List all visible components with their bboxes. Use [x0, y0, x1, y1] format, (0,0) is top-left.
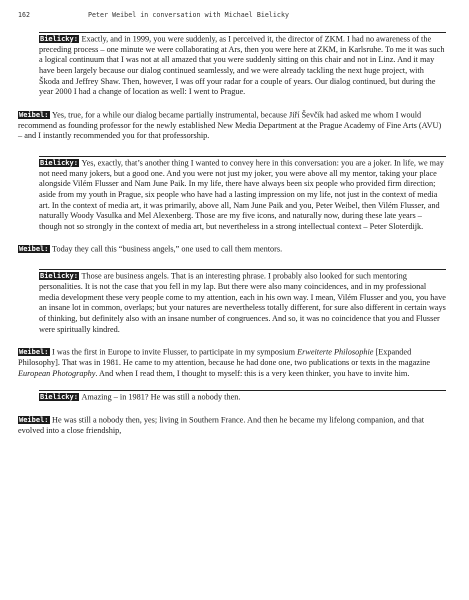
dialog-turn-weibel	[0, 243, 469, 255]
paragraph	[39, 390, 446, 403]
speaker-tag-weibel: Weibel:	[19, 348, 49, 357]
speaker-tag-bielicky: Bielicky:	[40, 272, 78, 281]
page-number: 162	[18, 11, 30, 19]
paragraph-text: Today they call this “business angels,” one used to call them mentors.	[52, 244, 283, 254]
dialog-turn-weibel	[0, 346, 469, 379]
interview-text	[0, 32, 469, 437]
magazine-title: European Photography	[18, 368, 96, 378]
running-header	[0, 11, 469, 23]
paragraph-text: He was still a nobody then, yes; living in Southern France. And then he became my lifelong companion, and that evolved into a close friendship,	[18, 415, 425, 435]
dialog-turn-bielicky	[0, 269, 469, 335]
dialog-turn-bielicky	[0, 32, 469, 98]
dialog-turn-bielicky	[0, 390, 469, 403]
dialog-turn-weibel	[0, 414, 469, 436]
paragraph-text: I was the first in Europe to invite Flusser, to participate in my symposium	[52, 347, 298, 357]
paragraph-text: Yes, true, for a while our dialog became partially instrumental, because Jiří Ševčík had asked me whom I would recommend as founding professor for the newly established New Media Department at the Prague Academy of Fine Arts (AVU) – and I instantly recommended you for that professorship.	[18, 110, 442, 141]
paragraph-text: Those are business angels. That is an interesting phrase. I probably also looked for such mentoring personalities. It is not the case that you fell in my lap. But there were also many coincidences, and in my professional media development these very people come to my attention, each in his own way. I mean, Vilém Flusser and you, you have an insane lot in common, overlaps; but your natures are nevertheless totally different, for sure also different in certain ways of thinking, but definitely also with an insane number of congruences. And so, it was no coincidence that you and Flusser were spiritually kindred.	[39, 271, 446, 334]
paragraph	[39, 32, 446, 98]
paragraph	[39, 156, 446, 232]
dialog-turn-bielicky	[0, 156, 469, 232]
paragraph	[18, 109, 446, 142]
paragraph	[39, 269, 446, 335]
dialog-turn-weibel	[0, 109, 469, 142]
paragraph-text: . And when I read them, I thought to myself: this is a very keen thinker, you have to invite him.	[95, 368, 410, 378]
book-title: Erweiterte Philosophie	[297, 347, 374, 357]
speaker-tag-weibel: Weibel:	[19, 110, 49, 119]
speaker-tag-weibel: Weibel:	[19, 245, 49, 254]
paragraph	[18, 243, 446, 255]
speaker-tag-weibel: Weibel:	[19, 416, 49, 425]
speaker-tag-bielicky: Bielicky:	[40, 393, 78, 402]
paragraph-text: [Expanded Philosophy]. That was in 1981. He came to my attention, because he had done one, two publications or texts in the magazine	[18, 347, 431, 368]
speaker-tag-bielicky: Bielicky:	[40, 35, 78, 43]
paragraph-text: Exactly, and in 1999, you were suddenly, as I perceived it, the director of ZKM. I had no awareness of the preceding process – one minute we were collaborating at Ars, then you were here at ZKM, in Karlsruhe. To me it was such a logical continuum that I was not at all amazed that you were suddenly sitting on this chair and not in Linz. And it may have been largely because our dialog continued seamlessly, and we were already tackling the next huge project, with Škoda and Jeffrey Shaw. Then, however, I was off your radar for a couple of years. Our dialog continued, but during the year 2000 I had a change of location as well: I went to Prague.	[39, 34, 445, 97]
paragraph-text: Amazing – in 1981? He was still a nobody then.	[81, 392, 241, 402]
paragraph-text: Yes, exactly, that’s another thing I wanted to convey here in this conversation: you are a joker. In life, we may not need many jokers, but a good one. And you were not just my joker, you were above all my mentor, taking your place alongside Vilém Flusser and Nam June Paik. In my life, there have always been six people who provided firm direction; aside from my youth in Prague, six people who have had a lasting impression on my life, not just in the context of media art. In the context of media art, it was primarily, above all, Nam June Paik and you, Peter Weibel, then Vilém Flusser, and naturally Woody Vasulka and Mel Alexenberg. Those are my five icons, and naturally now, during these late years – though not so strongly in the context of media art, but nevertheless in a strong intellectual context – Peter Sloterdijk.	[39, 158, 444, 231]
speaker-tag-bielicky: Bielicky:	[40, 158, 78, 167]
running-title: Peter Weibel in conversation with Michael Bielicky	[88, 11, 289, 19]
paragraph	[18, 346, 446, 379]
paragraph	[18, 414, 446, 436]
